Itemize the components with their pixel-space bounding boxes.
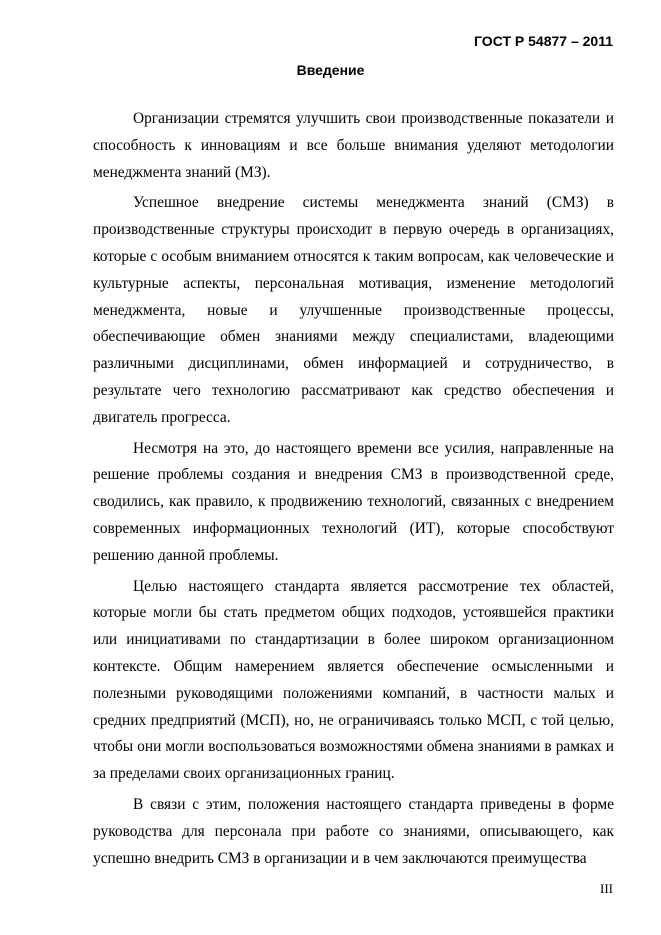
page-number: III	[600, 881, 613, 896]
body-text	[93, 106, 614, 876]
paragraph: Успешное внедрение системы менеджмента знаний (СМЗ) в производственные структуры происходит в первую очередь в организациях, которые с особым вниманием относятся к таким вопросам, как человеческие и культурные аспекты, персональная мотивация, изменение методологий менеджмента, новые и улучшенные производственные процессы, обеспечивающие обмен знаниями между специалистами, владеющими различными дисциплинами, обмен информацией и сотрудничество, в результате чего технологию рассматривают как средство обеспечения и двигатель прогресса.	[93, 194, 614, 426]
paragraph: Целью настоящего стандарта является рассмотрение тех областей, которые могли бы стать предметом общих подходов, устоявшейся практики или инициативами по стандартизации в более широком организационном контексте. Общим намерением является обеспечение осмысленными и полезными руководящими положениями компаний, в частности малых и средних предприятий (МСП), но, не ограничиваясь только МСП, с той целью, чтобы они могли воспользоваться возможностями обмена знаниями в рамках и за пределами своих организационных границ.	[93, 577, 614, 783]
page-title: Введение	[296, 62, 365, 78]
paragraph: В связи с этим, положения настоящего стандарта приведены в форме руководства для персонала при работе со знаниями, описывающего, как успешно внедрить СМЗ в организации и в чем заключаются преимущества	[93, 795, 614, 867]
paragraph: Несмотря на это, до настоящего времени все усилия, направленные на решение проблемы создания и внедрения СМЗ в производственной среде, сводились, как правило, к продвижению технологий, связанных с внедрением современных информационных технологий (ИТ), которые способствуют решению данной проблемы.	[93, 439, 614, 564]
paragraph: Организации стремятся улучшить свои производственные показатели и способность к инновациям и все больше внимания уделяют методологии менеджмента знаний (МЗ).	[93, 110, 614, 181]
document-code: ГОСТ Р 54877 – 2011	[474, 33, 613, 49]
